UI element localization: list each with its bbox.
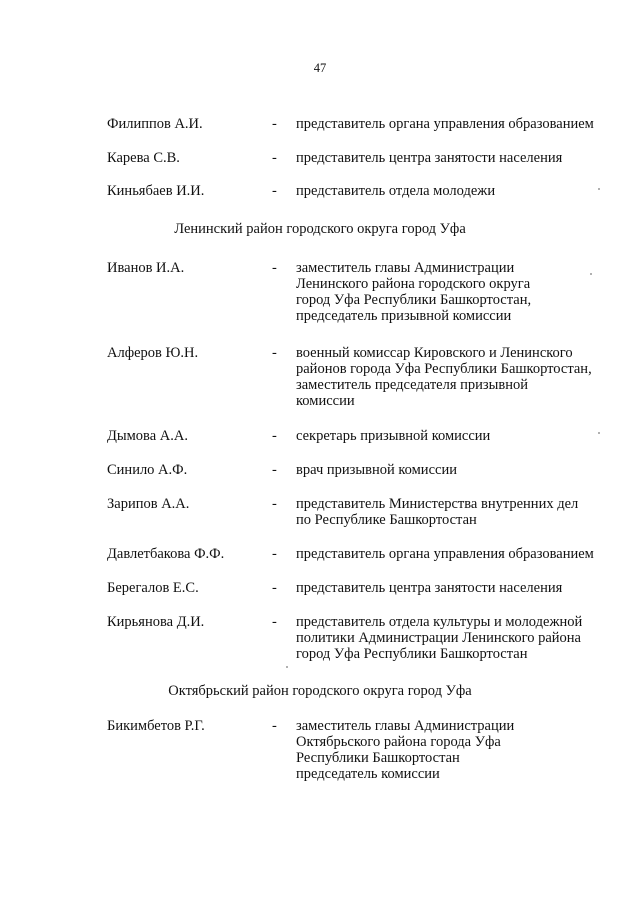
separator-dash: -	[272, 260, 277, 276]
separator-dash: -	[272, 462, 277, 478]
member-name: Киньябаев И.И.	[107, 183, 205, 199]
role-line: секретарь призывной комиссии	[296, 428, 491, 444]
separator-dash: -	[272, 345, 277, 361]
role-line: представитель Министерства внутренних дел	[296, 496, 579, 512]
scan-speck	[598, 432, 600, 434]
member-role	[296, 718, 626, 782]
member-name: Карева С.В.	[107, 150, 180, 166]
member-role	[296, 614, 626, 662]
member-name: Бикимбетов Р.Г.	[107, 718, 205, 734]
separator-dash: -	[272, 496, 277, 512]
separator-dash: -	[272, 614, 277, 630]
member-name: Синило А.Ф.	[107, 462, 188, 478]
member-role	[296, 345, 626, 409]
section-heading: Ленинский район городского округа город Уфа	[174, 221, 466, 237]
role-line: комиссии	[296, 393, 355, 409]
member-role	[296, 462, 626, 478]
role-line: представитель центра занятости населения	[296, 150, 563, 166]
role-line: председатель комиссии	[296, 766, 440, 782]
section-heading: Октябрьский район городского округа город Уфа	[168, 683, 472, 699]
member-name: Иванов И.А.	[107, 260, 185, 276]
member-name: Алферов Ю.Н.	[107, 345, 199, 361]
role-line: заместитель главы Администрации	[296, 718, 515, 734]
role-line: представитель отдела молодежи	[296, 183, 496, 199]
role-line: город Уфа Республики Башкортостан	[296, 646, 528, 662]
scan-speck	[590, 273, 592, 275]
role-line: заместитель главы Администрации	[296, 260, 515, 276]
separator-dash: -	[272, 428, 277, 444]
separator-dash: -	[272, 718, 277, 734]
role-line: председатель призывной комиссии	[296, 308, 512, 324]
member-role	[296, 183, 626, 199]
member-name: Берегалов Е.С.	[107, 580, 199, 596]
separator-dash: -	[272, 546, 277, 562]
member-role	[296, 428, 626, 444]
separator-dash: -	[272, 150, 277, 166]
member-name: Филиппов А.И.	[107, 116, 203, 132]
role-line: город Уфа Республики Башкортостан,	[296, 292, 532, 308]
member-role	[296, 546, 626, 562]
member-role	[296, 580, 626, 596]
role-line: районов города Уфа Республики Башкортостан,	[296, 361, 592, 377]
separator-dash: -	[272, 580, 277, 596]
role-line: представитель центра занятости населения	[296, 580, 563, 596]
member-role	[296, 260, 626, 324]
role-line: представитель органа управления образованием	[296, 546, 594, 562]
role-line: представитель отдела культуры и молодежной	[296, 614, 583, 630]
role-line: врач призывной комиссии	[296, 462, 457, 478]
separator-dash: -	[272, 183, 277, 199]
role-line: Республики Башкортостан	[296, 750, 460, 766]
member-name: Дымова А.А.	[107, 428, 188, 444]
role-line: военный комиссар Кировского и Ленинского	[296, 345, 573, 361]
separator-dash: -	[272, 116, 277, 132]
role-line: по Республике Башкортостан	[296, 512, 477, 528]
role-line: Октябрьского района города Уфа	[296, 734, 501, 750]
member-role	[296, 150, 626, 166]
scan-speck	[598, 188, 600, 190]
member-name: Давлетбакова Ф.Ф.	[107, 546, 225, 562]
page-number: 47	[313, 61, 327, 75]
role-line: заместитель председателя призывной	[296, 377, 528, 393]
member-name: Кирьянова Д.И.	[107, 614, 205, 630]
member-role	[296, 116, 626, 132]
scan-speck	[286, 666, 288, 668]
member-name: Зарипов А.А.	[107, 496, 190, 512]
role-line: Ленинского района городского округа	[296, 276, 531, 292]
role-line: представитель органа управления образованием	[296, 116, 594, 132]
member-role	[296, 496, 626, 528]
role-line: политики Администрации Ленинского района	[296, 630, 581, 646]
